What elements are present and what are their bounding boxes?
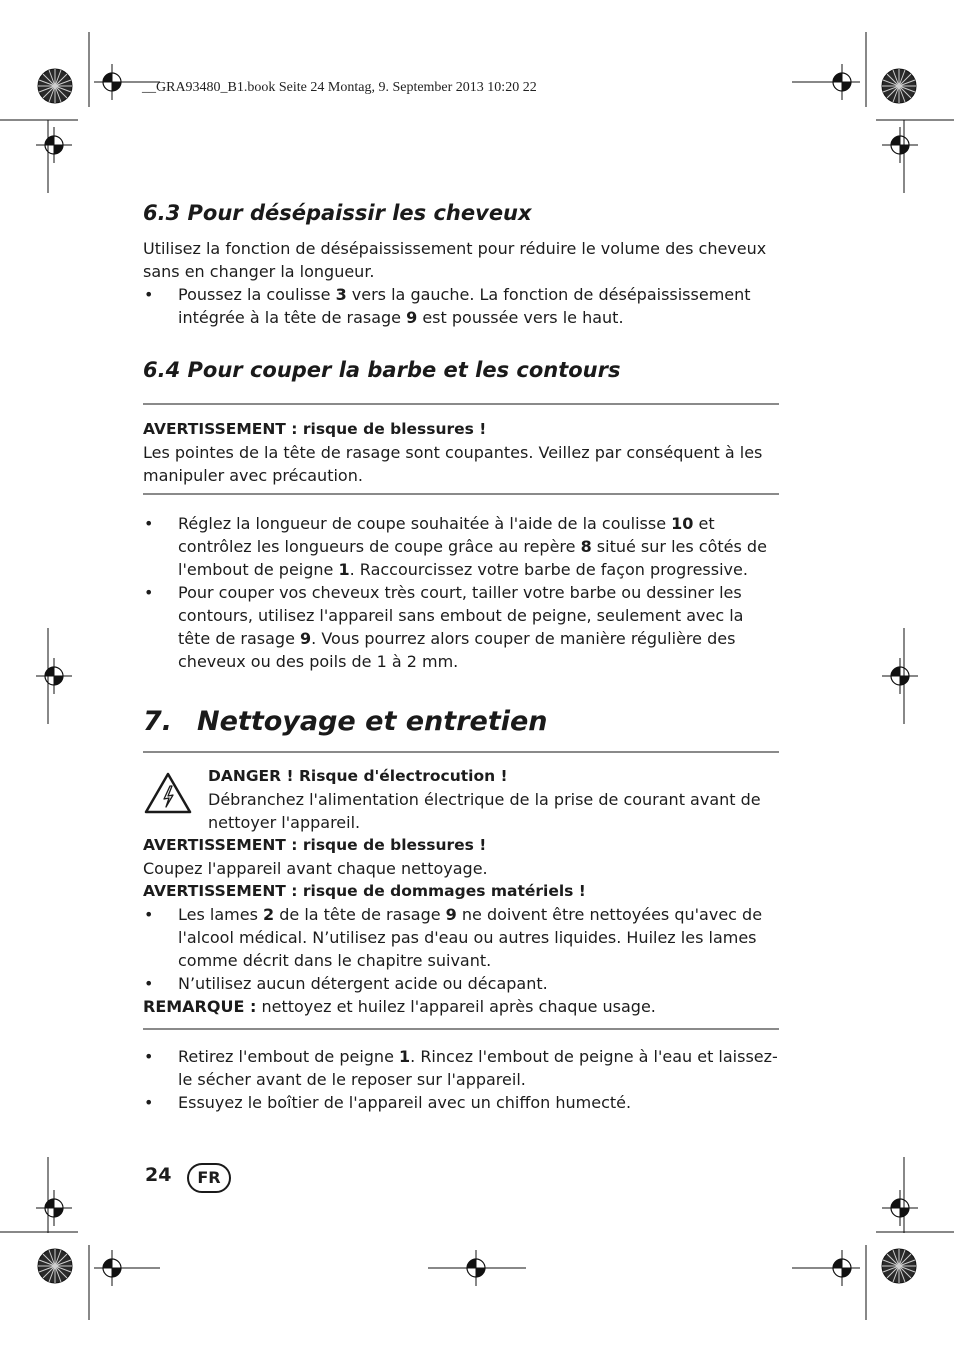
divider [143,493,779,495]
warning-box [143,405,779,493]
warning-damage-heading: AVERTISSEMENT : risque de dommages matériels ! [143,882,586,900]
chapter-number: 7. [143,706,173,737]
danger-heading: DANGER ! Risque d'électrocution ! [208,767,508,785]
chapter-title-text: Nettoyage et entretien [197,706,548,737]
list-item: • Retirez l'embout de peigne 1. Rincez l'embout de peigne à l'eau et laissez-le sécher avant de le reposer sur l'appareil. [143,1045,779,1091]
book-header-info: __GRA93480_B1.book Seite 24 Montag, 9. September 2013 10:20 22 [142,80,537,95]
warning-injury-heading: AVERTISSEMENT : risque de blessures ! [143,836,487,854]
warning-text: Les pointes de la tête de rasage sont coupantes. Veillez par conséquent à les manipuler avec précaution. [143,443,763,485]
section-6-3-bullets [143,283,779,329]
language-badge: FR [187,1163,231,1193]
section-6-4-title: 6.4 Pour couper la barbe et les contours [143,358,621,382]
section-6-3-title: 6.3 Pour désépaissir les cheveux [143,201,532,225]
list-item: • N’utilisez aucun détergent acide ou décapant. [143,972,779,995]
section-7-bullets [143,1045,779,1114]
safety-box [143,753,779,1028]
warning-injury-text: Coupez l'appareil avant chaque nettoyage. [143,859,488,878]
section-6-4-bullets [143,512,779,673]
note-text: nettoyez et huilez l'appareil après chaque usage. [256,997,656,1016]
section-6-3-intro: Utilisez la fonction de désépaississement pour réduire le volume des cheveux sans en changer la longueur. [143,239,767,281]
list-item: • Poussez la coulisse 3 vers la gauche. La fonction de désépaississement intégrée à la tête de rasage 9 est poussée vers le haut. [143,283,779,329]
list-item: • Réglez la longueur de coupe souhaitée à l'aide de la coulisse 10 et contrôlez les longueurs de coupe grâce au repère 8 situé sur les côtés de l'embout de peigne 1. Raccourcissez votre barbe de façon progressive. [143,512,779,581]
warning-heading: AVERTISSEMENT : risque de blessures ! [143,420,487,438]
danger-text: Débranchez l'alimentation électrique de la prise de courant avant de nettoyer l'appareil. [208,790,761,832]
divider [143,1028,779,1030]
danger-row [143,765,779,834]
page-content [143,198,779,1114]
chapter-7-title [143,703,779,741]
page-number: 24 [145,1164,172,1186]
list-item: • Essuyez le boîtier de l'appareil avec un chiffon humecté. [143,1091,779,1114]
note [143,995,779,1018]
electrical-hazard-icon [143,765,208,834]
danger-text-block [208,765,779,834]
warning-damage-bullets [143,903,779,995]
note-label: REMARQUE : [143,997,257,1016]
list-item: • Les lames 2 de la tête de rasage 9 ne doivent être nettoyées qu'avec de l'alcool médical. N’utilisez pas d'eau ou autres liquides. Huilez les lames comme décrit dans le chapitre suivant. [143,903,779,972]
list-item: • Pour couper vos cheveux très court, tailler votre barbe ou dessiner les contours, utilisez l'appareil sans embout de peigne, seulement avec la tête de rasage 9. Vous pourrez alors couper de manière régulière des cheveux ou des poils de 1 à 2 mm. [143,581,779,673]
